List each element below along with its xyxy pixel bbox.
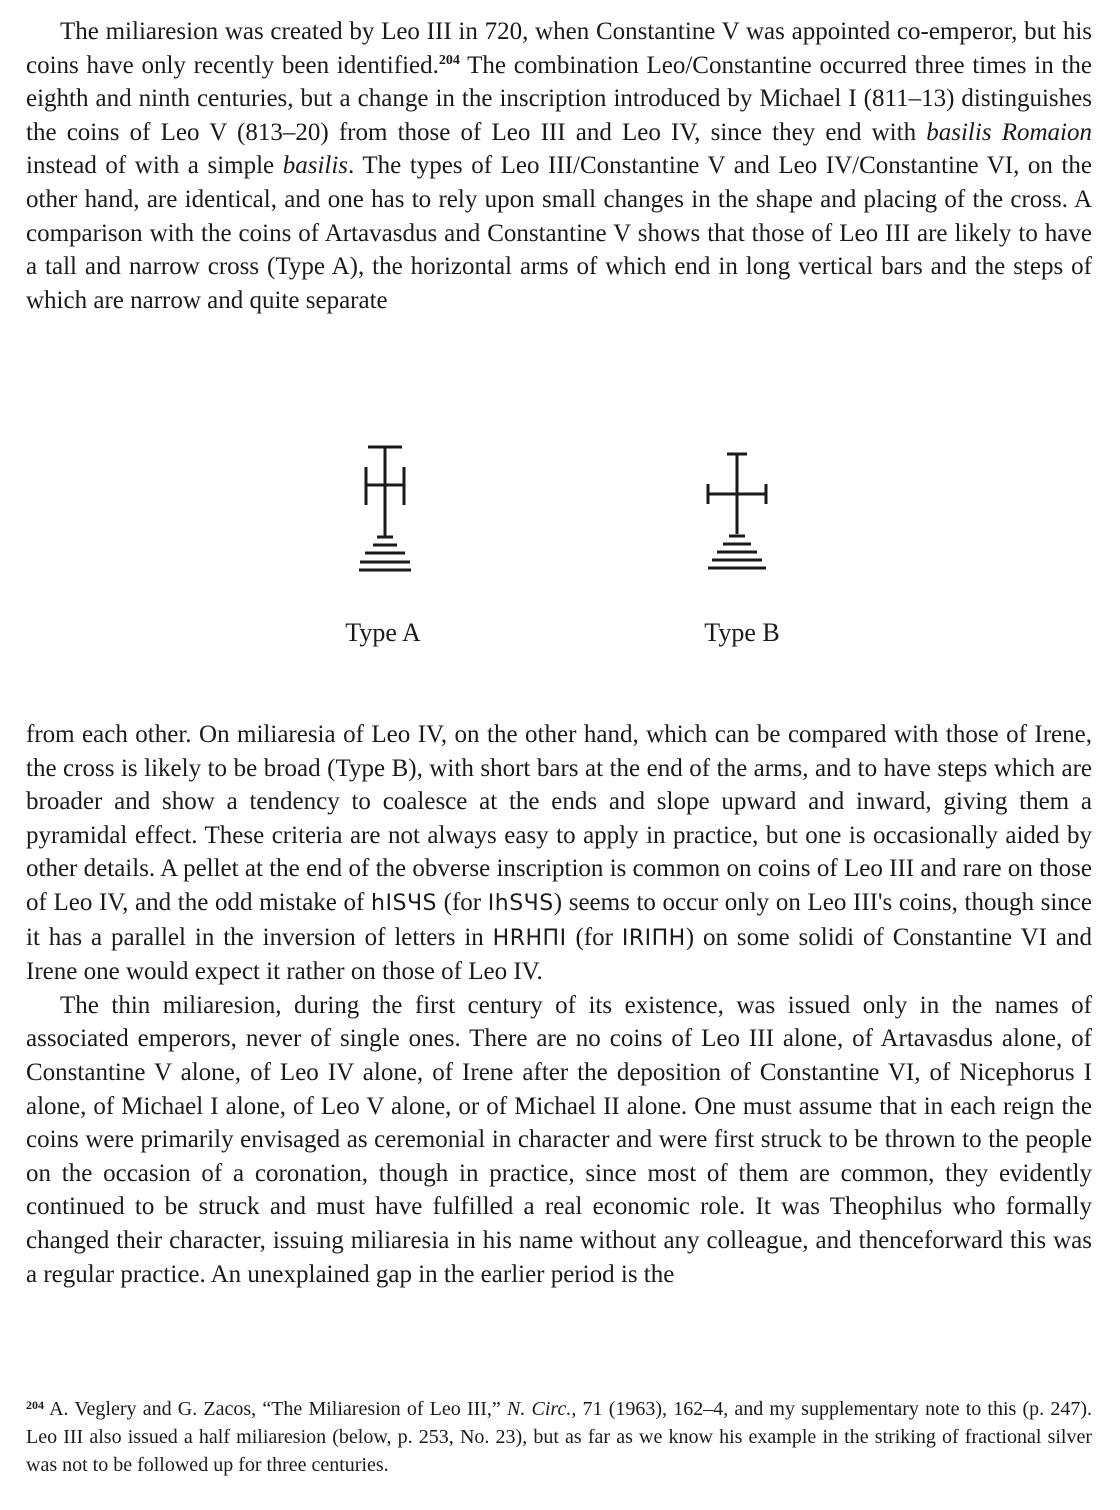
type-b-caption: Type B xyxy=(704,618,780,647)
cross-type-b-figure xyxy=(704,452,770,572)
footnote-204: $^{204}$ A. Veglery and G. Zacos, “The Miliaresion of Leo III,” N. Circ., 71 (1963), 162–4, and my supplementary note to this (p. 247). Leo III also issued a half miliaresion (below, p. 253, No. 23), but as far as we know his example in the striking of fractional silver was not to be followed up for three centuries. xyxy=(26,1398,1092,1476)
body-paragraph-2: from each other. On miliaresia of Leo IV, on the other hand, which can be compared with those of Irene, the cross is likely to be broad (Type B), with short bars at the end of the arms, and to have steps which are broader and show a tendency to coalesce at the ends and slope upward and inward, giving them a pyramidal effect. These criteria are not always easy to apply in practice, but one is occasionally aided by other details. A pellet at the end of the obverse inscription is common on coins of Leo III and rare on those of Leo IV, and the odd mistake of hISЧS (for IhSЧS) seems to occur only on Leo III's coins, though since it has a parallel in the inversion of letters in HRHΠI (for IRIΠH) on some solidi of Constantine VI and Irene one would expect it rather on those of Leo IV. xyxy=(26,721,1092,986)
body-continuation xyxy=(26,718,1092,1291)
greek-inscription: IRIΠH xyxy=(621,925,686,951)
footnote-reference[interactable]: 204 xyxy=(438,52,460,68)
body-paragraph-1: The miliaresion was created by Leo III in 720, when Constantine V was appointed co-emperor, but his coins have only recently been identified.$^{204}$ The combination Leo/Constantine occurred three times in the eighth and ninth centuries, but a change in the inscription introduced by Michael I (811–13) distinguishes the coins of Leo V (813–20) from those of Leo III and Leo IV, since they end with basilis Romaion instead of with a simple basilis. The types of Leo III/Constantine V and Leo IV/Constantine VI, on the other hand, are identical, and one has to rely upon small changes in the shape and placing of the cross. A comparison with the coins of Artavasdus and Constantine V shows that those of Leo III are likely to have a tall and narrow cross (Type A), the horizontal arms of which end in long vertical bars and the steps of which are narrow and quite separate xyxy=(26,18,1093,314)
greek-inscription: hISЧS xyxy=(371,890,437,916)
cross-type-a-figure xyxy=(357,445,413,573)
body-paragraph-3: The thin miliaresion, during the first century of its existence, was issued only in the names of associated emperors, never of single ones. There are no coins of Leo III alone, of Artavasdus alone, of Constantine V alone, of Leo IV alone, of Irene after the deposition of Constantine VI, of Nicephorus I alone, of Michael I alone, of Leo V alone, or of Michael II alone. One must assume that in each reign the coins were primarily envisaged as ceremonial in character and were first struck to be thrown to the people on the occasion of a coronation, though in practice, since most of them are common, they evidently continued to be struck and must have fulfilled a real economic role. It was Theophilus who formally changed their character, issuing miliaresia in his name without any colleague, and thenceforward this was a regular practice. An unexplained gap in the earlier period is the xyxy=(26,991,1092,1288)
greek-inscription: IhSЧS xyxy=(487,890,554,916)
type-a-caption: Type A xyxy=(345,618,421,647)
greek-inscription: HRHΠI xyxy=(492,925,567,951)
footnote-number: 204 xyxy=(26,1398,44,1412)
